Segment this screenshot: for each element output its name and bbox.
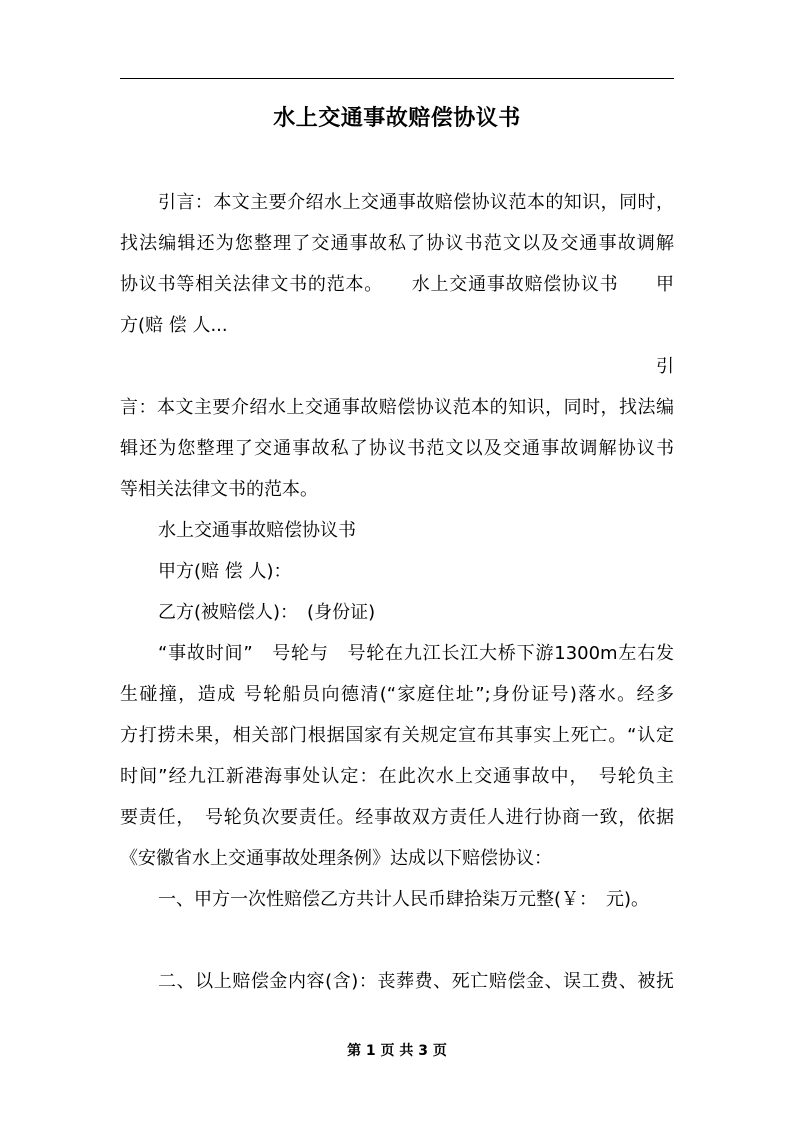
- intro-line: 找法编辑还为您整理了交通事故私了协议书范文以及交通事故调解: [120, 233, 674, 254]
- agreement-heading: 水上交通事故赔偿协议书: [158, 520, 356, 541]
- party-a-line: 甲方(赔 偿 人)：: [158, 561, 292, 582]
- incident-line: 《安徽省水上交通事故处理条例》达成以下赔偿协议：: [120, 848, 552, 869]
- incident-line: 要责任， 号轮负次要责任。经事故双方责任人进行协商一致，依据: [120, 807, 674, 828]
- document-body: [120, 182, 674, 1002]
- incident-line: “事故时间” 号轮与 号轮在九江长江大桥下游1300m左右发: [158, 643, 674, 664]
- party-b-line: 乙方(被赔偿人)： (身份证): [158, 602, 376, 623]
- document-title: 水上交通事故赔偿协议书: [273, 106, 521, 131]
- intro-line: 方(赔 偿 人...: [120, 315, 228, 336]
- body-line: 等相关法律文书的范本。: [120, 479, 318, 500]
- body-line: 辑还为您整理了交通事故私了协议书范文以及交通事故调解协议书: [120, 438, 674, 459]
- clause-2: 二、以上赔偿金内容(含)：丧葬费、死亡赔偿金、误工费、被抚: [158, 971, 674, 992]
- header-rule: [120, 78, 674, 79]
- incident-line: 生碰撞，造成 号轮船员向德清(“家庭住址”;身份证号)落水。经多: [120, 684, 674, 705]
- intro-line: 引言：本文主要介绍水上交通事故赔偿协议范本的知识，同时，: [158, 192, 674, 213]
- incident-line: 方打捞未果，相关部门根据国家有关规定宣布其事实上死亡。“认定: [120, 725, 674, 746]
- body-line: 引: [656, 356, 674, 377]
- incident-line: 时间”经九江新港海事处认定：在此次水上交通事故中， 号轮负主: [120, 766, 674, 787]
- clause-1: 一、甲方一次性赔偿乙方共计人民币肆拾柒万元整(￥： 元)。: [158, 889, 650, 910]
- intro-line: 协议书等相关法律文书的范本。 水上交通事故赔偿协议书 甲: [120, 274, 674, 295]
- page-number: 第 1 页 共 3 页: [347, 1043, 447, 1059]
- body-line: 言：本文主要介绍水上交通事故赔偿协议范本的知识，同时，找法编: [120, 397, 674, 418]
- paragraph-gap: [120, 920, 674, 961]
